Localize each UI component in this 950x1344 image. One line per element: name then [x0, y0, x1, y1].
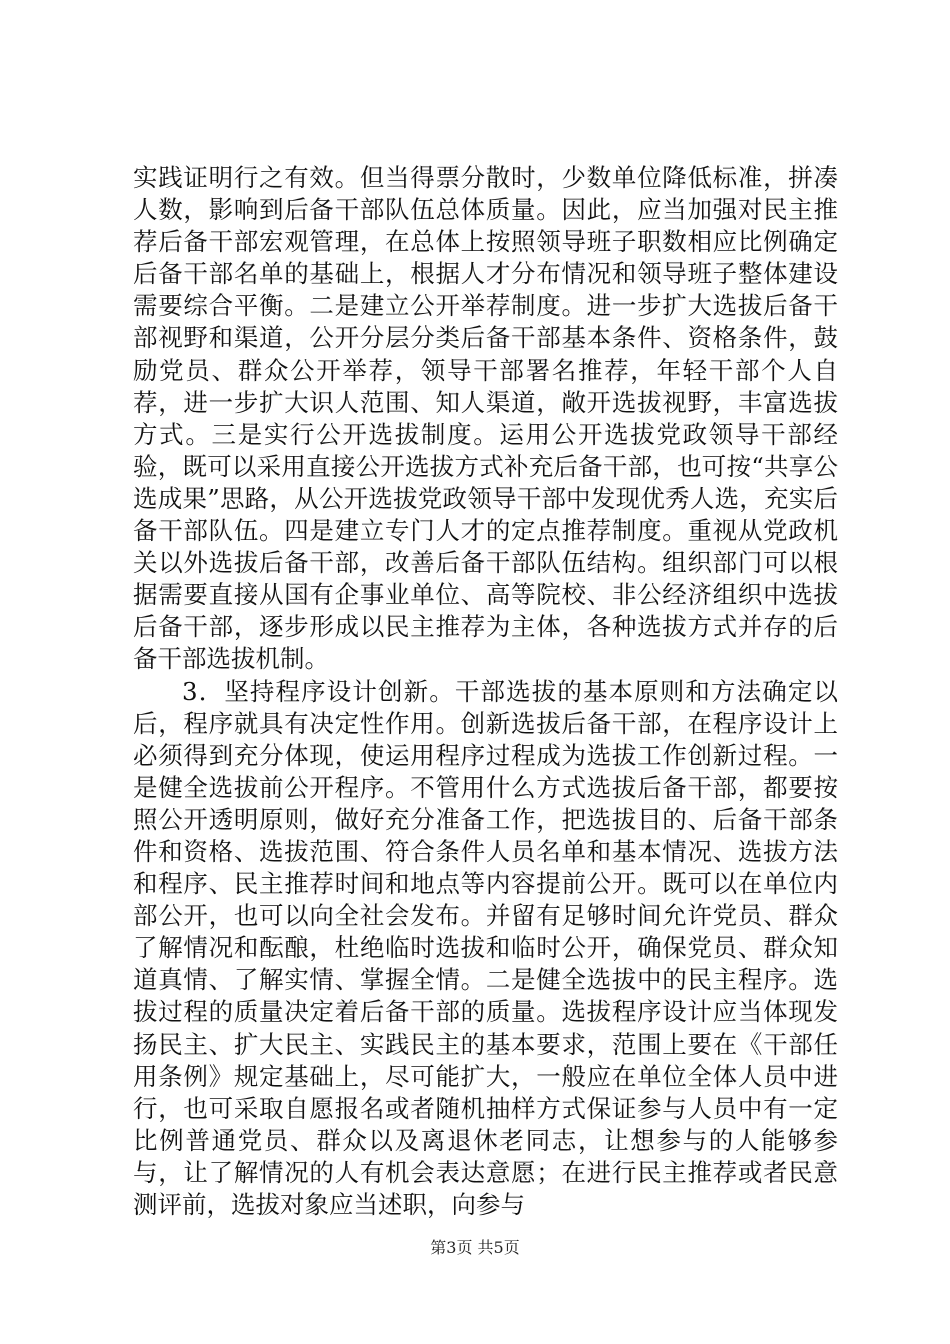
paragraph-procedure-design: 3．坚持程序设计创新。干部选拔的基本原则和方法确定以后，程序就具有决定性作用。创新选拔后备干部，在程序设计上必须得到充分体现，使运用程序过程成为选拔工作创新过程。一是健全选拔前公开程序。不管用什么方式选拔后备干部，都要按照公开透明原则，做好充分准备工作，把选拔目的、后备干部条件和资格、选拔范围、符合条件人员名单和基本情况、选拔方法和程序、民主推荐时间和地点等内容提前公开。既可以在单位内部公开，也可以向全社会发布。并留有足够时间允许党员、群众了解情况和酝酿，杜绝临时选拔和临时公开，确保党员、群众知道真情、了解实情、掌握全情。二是健全选拔中的民主程序。选拔过程的质量决定着后备干部的质量。选拔程序设计应当体现发扬民主、扩大民主、实践民主的基本要求，范围上要在《干部任用条例》规定基础上，尽可能扩大，一般应在单位全体人员中进行，也可采取自愿报名或者随机抽样方式保证参与人员中有一定比例普通党员、群众以及离退休老同志，让想参与的人能够参与，让了解情况的人有机会表达意愿；在进行民主推荐或者民意测评前，选拔对象应当述职，向参与: [133, 676, 838, 1219]
page-footer: [0, 1238, 950, 1258]
paragraph-continuation: 实践证明行之有效。但当得票分散时，少数单位降低标准，拼凑人数，影响到后备干部队伍总体质量。因此，应当加强对民主推荐后备干部宏观管理，在总体上按照领导班子职数相应比例确定后备干部名单的基础上，根据人才分布情况和领导班子整体建设需要综合平衡。二是建立公开举荐制度。进一步扩大选拔后备干部视野和渠道，公开分层分类后备干部基本条件、资格条件，鼓励党员、群众公开举荐，领导干部署名推荐，年轻干部个人自荐，进一步扩大识人范围、知人渠道，敞开选拔视野，丰富选拔方式。三是实行公开选拔制度。运用公开选拔党政领导干部经验，既可以采用直接公开选拔方式补充后备干部，也可按“共享公选成果”思路，从公开选拔党政领导干部中发现优秀人选，充实后备干部队伍。四是建立专门人才的定点推荐制度。重视从党政机关以外选拔后备干部，改善后备干部队伍结构。组织部门可以根据需要直接从国有企事业单位、高等院校、非公经济组织中选拔后备干部，逐步形成以民主推荐为主体，各种选拔方式并存的后备干部选拔机制。: [133, 163, 838, 674]
body-text: [133, 162, 838, 1221]
page-number: 第3页 共5页: [430, 1238, 520, 1257]
